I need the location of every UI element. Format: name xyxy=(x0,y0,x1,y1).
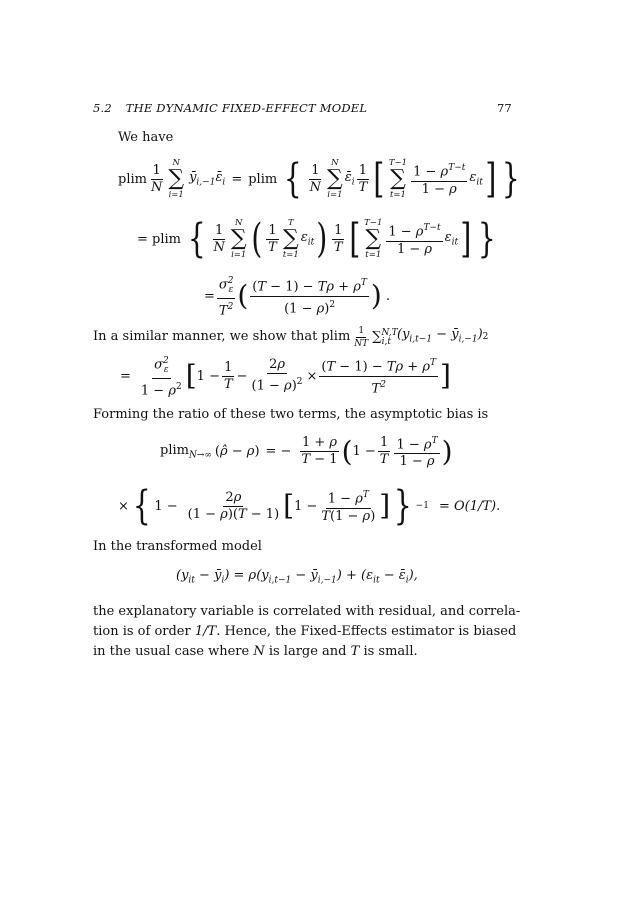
text-transformed-model: In the transformed model xyxy=(93,539,262,554)
section-title: THE DYNAMIC FIXED-EFFECT MODEL xyxy=(125,101,368,115)
plim-operator: plim xyxy=(118,171,147,187)
text-similar-manner: In a similar manner, we show that plim $\frac{1}{NT}$ ∑$^{N,T}_{i,t}$ ($y_{i,t-1}$ − $ȳ_{i,-1}$) 2 xyxy=(93,325,489,349)
text-conclusion-line-1: the explanatory variable is correlated with residual, and correla- xyxy=(93,604,521,619)
section-number: 5.2 xyxy=(93,101,112,115)
equation-line-6: × { 1 − $\frac{2\rho}{(1 - \rho)(T - 1)}$ [ 1 − $\frac{1 - \rho^T}{T(1 - \rho)}$ ] } −1 = O(1/T). xyxy=(118,483,501,529)
equation-line-1: plim $\frac{1}{N}$ N ∑ i=1 $ȳ_{i,-1}\varepsilon̄_i$ = plim { $\frac{1}{N}$ N ∑ i=1 $\varepsilon̄_i$ $\frac{1}{T}$ [ T−1 ∑ t=1 $\frac{1 - \rho^{T-t}}{1 - \rho}$ $\varepsilon_{it}$ ] } xyxy=(118,156,521,202)
equation-line-5: plim$_{N\to\infty}$ (ρ̂ − ρ) = − $\frac{1 + \rho}{T - 1}$ ( 1 − $\frac{1}{T}$ $\frac{1 - \rho^T}{1 - \rho}$ ) xyxy=(160,434,453,470)
sum-operator: N ∑ i=1 xyxy=(168,158,185,200)
page-number: 77 xyxy=(497,101,512,115)
equation-line-4: = $\frac{\sigma^2_\varepsilon}{1 - \rho^2}$ [ 1 − $\frac{1}{T}$ − $\frac{2\rho}{(1 - \rho)^2}$ × $\frac{(T - 1) - T\rho + \rho^T}{T^2}$ ] xyxy=(120,356,451,399)
equation-line-3: = $\frac{\sigma^2_\varepsilon}{T^2}$ ( $\frac{(T - 1) - T\rho + \rho^T}{(1 - \rho)^2}$ ) . xyxy=(204,276,390,319)
text-we-have: We have xyxy=(118,130,174,145)
fraction-1-over-N: $\frac{1}{N}$ xyxy=(150,162,163,195)
equation-line-7: ($y_{it}$ − $ȳ_i) = \rho(y_{i,t-1}$ − $ȳ_{i,-1}) + (\varepsilon_{it}$ − $\varepsilon̄_i$), xyxy=(176,568,418,586)
equation-line-2: = plim { $\frac{1}{N}$ N ∑ i=1 ( $\frac{1}{T}$ T ∑ t=1 $\varepsilon_{it}$ ) $\frac{1}{T}$ [ T−1 ∑ t=1 $\frac{1 - \rho^{T-t}}{1 - \rho}$ $\varepsilon_{it}$ ] } xyxy=(137,216,496,262)
text-forming-ratio: Forming the ratio of these two terms, the asymptotic bias is xyxy=(93,407,489,422)
running-header xyxy=(93,101,367,115)
text-conclusion-line-2: tion is of order 1/T. Hence, the Fixed-Effects estimator is biased xyxy=(93,624,517,639)
text-conclusion-line-3: in the usual case where N is large and T is small. xyxy=(93,644,418,659)
order-result: = O(1/T). xyxy=(438,498,501,514)
